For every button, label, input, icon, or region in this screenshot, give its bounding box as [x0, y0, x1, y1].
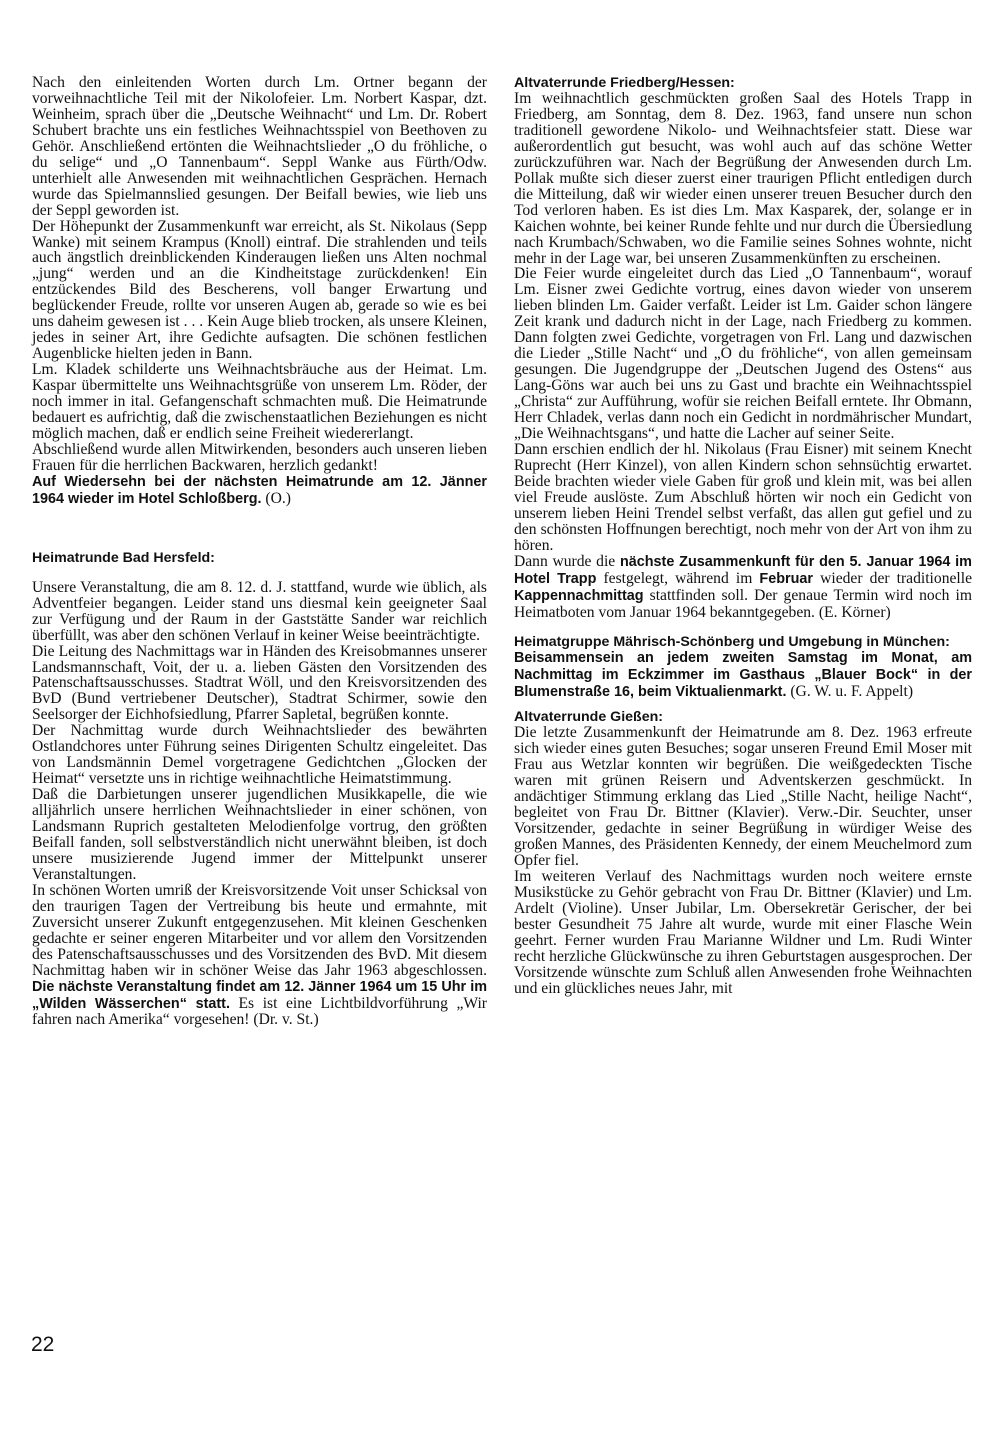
spacer	[32, 566, 487, 580]
section-heading-friedberg: Altvaterrunde Friedberg/Hessen:	[514, 75, 735, 91]
paragraph	[32, 883, 487, 1029]
section-heading-hersfeld: Heimatrunde Bad Hersfeld:	[32, 549, 215, 566]
paragraph-text: In schönen Worten umriß der Kreisvorsitzende Voit unser Schicksal von den traurigen Tagen der Vertreibung bis heute und ermahnte, mit Zuversicht unserer Zukunft entgegenzusehen. Mit kleinen Geschenken gedachte er seiner engeren Mitarbeiter und vor allem den Vorsitzenden des Patenschaftsausschusses und des Vorsitzenden des BvD. Mit diesem Nachmittag haben wir in schöner Weise das Jahr 1963 abgeschlossen.	[32, 881, 487, 979]
paragraph-text: Dann wurde die	[514, 552, 620, 570]
paragraph: Die letzte Zusammenkunft der Heimatrunde am 8. Dez. 1963 erfreute sich wieder eines guten Besuches; sogar unseren Freund Emil Moser mit Frau aus Wetzlar konnten wir begrüßen. Die weißgedeckten Tische waren mit grünen Reisern und Adventskerzen geschmückt. In andächtiger Stimmung erklang das Lied „Stille Nacht, heilige Nacht“, begleitet von Frau Dr. Bittner (Klavier). Verw.-Dir. Seuchter, unser Vorsitzender, gedachte in seiner Begrüßung in würdiger Weise des großen Mannes, des Präsidenten Kennedy, der einem Meuchelmord zum Opfer fiel.	[514, 724, 972, 869]
announcement-bold: Die nächste Veranstaltung findet am 12. Jänner 1964 um 15 Uhr im „Wilden Wässerchen“ statt.	[32, 978, 487, 1012]
spacer	[514, 620, 972, 634]
announcement-bold: Beisammensein an jedem zweiten Samstag im Monat, am Nachmittag im Eckzimmer im Gasthaus „Blauer Bock“ in der Blumenstraße 16, beim Viktualienmarkt.	[514, 650, 972, 701]
announcement-paragraph	[514, 650, 972, 701]
paragraph: Nach den einleitenden Worten durch Lm. Ortner begann der vorweihnachtliche Teil mit der Nikolofeier. Lm. Norbert Kaspar, dzt. Weinheim, sprach über die „Deutsche Weihnacht“ und Lm. Dr. Robert Schubert brachte uns ein festliches Weihnachtsspiel von Beethoven zu Gehör. Anschließend ertönten die Weihnachtslieder „O du fröhliche, o du selige“ und „O Tannenbaum“. Seppl Wanke aus Fürth/Odw. unterhielt alle Anwesenden mit weihnachtlichen Gesprächen. Hernach wurde das Spielmannslied gesungen. Der Beifall bewies, wie lieb uns der Seppl geworden ist.	[32, 74, 487, 219]
announcement-bold: Februar	[759, 570, 814, 587]
paragraph: Im weihnachtlich geschmückten großen Saal des Hotels Trapp in Friedberg, am Sonntag, dem 8. Dez. 1963, fand unsere nun schon traditionell gewordene Nikolo- und Weihnachtsfeier statt. Diese war außerordentlich gut besucht, was wohl auch auf das schöne Wetter zurückzuführen war. Nach der Begrüßung der Anwesenden durch Lm. Pollak mußte sich dieser zuerst einer traurigen Pflicht entledigen durch die Mitteilung, daß wir wieder einen unserer treuen Besucher durch den Tod verloren haben. Es ist dies Lm. Max Kasparek, der, solange er in Kaichen wohnte, bei keiner Runde fehlte und nur durch die Übersiedlung nach Krumbach/Schwaben, wo die Familie seines Sohnes wohnte, nicht mehr in der Lage war, bei unseren Zusammenkünften zu erscheinen.	[514, 90, 972, 267]
section-heading-muenchen: Heimatgruppe Mährisch-Schönberg und Umgebung in München:	[514, 634, 950, 651]
paragraph-text: stattfinden soll. Der genaue Termin wird noch im Heimatboten vom Januar 1964 bekanntgegeben. (E. Körner)	[514, 586, 972, 621]
paragraph: Der Nachmittag wurde durch Weihnachtslieder des bewährten Ostlandchores unter Führung seines Dirigenten Schultz eingeleitet. Das von Landsmännin Demel vorgetragene Gedichtchen „Glocken der Heimat“ versetzte uns in richtige weihnachtliche Heimatstimmung.	[32, 722, 487, 788]
paragraph: Die Leitung des Nachmittags war in Händen des Kreisobmannes unserer Landsmannschaft, Voit, der u. a. lieben Gästen den Vorsitzenden des Patenschaftsausschusses. Stadtrat Wöll, und den Kreisvorsitzenden des BvD (Bund vertriebener Deutscher), Stadtrat Schirmer, sowie den Seelsorger der Eichhofsiedlung, Pfarrer Sapletal, begrüßen konnte.	[32, 642, 487, 724]
paragraph: Lm. Kladek schilderte uns Weihnachtsbräuche aus der Heimat. Lm. Kaspar übermittelte uns Weihnachtsgrüße von unserem Lm. Röder, der noch immer in ital. Gefangenschaft schmachten muß. Die Heimatrunde bedauert es aufrichtig, daß die zwischenstaatlichen Beziehungen es nicht möglich machen, daß er endlich seine Freiheit wiedererlangt.	[32, 361, 487, 442]
right-column	[514, 75, 972, 997]
paragraph-text: wieder der traditionelle	[813, 569, 972, 587]
paragraph: Die Feier wurde eingeleitet durch das Lied „O Tannenbaum“, worauf Lm. Eisner zwei Gedichte vortrug, eines davon wieder von unserem lieben blinden Lm. Gaider verfaßt. Leider ist Lm. Gaider schon längere Zeit krank und dadurch nicht in der Lage, nach Friedberg zu kommen. Dann folgten zwei Gedichte, vorgetragen von Frl. Lang und dazwischen die Lieder „Stille Nacht“ und „O du fröhliche“, von allen gemeinsam gesungen. Die Jugendgruppe der „Deutschen Jugend des Ostens“ aus Lang-Göns war auch bei uns zu Gast und brachte ein Weihnachtsspiel „Christa“ zur Aufführung, wofür sie reichen Beifall erntete. Ihr Obmann, Herr Chladek, verlas dann noch ein Gedicht in nordmährischer Mundart, „Die Weihnachtsgans“, und hatte die Lacher auf seiner Seite.	[514, 265, 972, 443]
paragraph-tail: Es ist eine Lichtbildvorführung „Wir fahren nach Amerika“ vorgesehen! (Dr. v. St.)	[32, 994, 488, 1029]
paragraph-tail: (O.)	[261, 489, 291, 507]
paragraph: Abschließend wurde allen Mitwirkenden, besonders auch unseren lieben Frauen für die herrlichen Backwaren, herzlich gedankt!	[32, 440, 487, 474]
left-column	[32, 75, 487, 1028]
spacer	[32, 508, 487, 550]
paragraph: Dann erschien endlich der hl. Nikolaus (Frau Eisner) mit seinem Knecht Ruprecht (Herr Kinzel), von allen Kindern schon sehnsüchtig erwartet. Beide brachten wieder viele Gaben für groß und klein mit, was bei allen viel Freude auslöste. Zum Abschluß hörten wir noch ein Gedicht von unserem lieben Heini Trendel selbst verfaßt, das allen gut gefiel und zu den schönsten Hoffnungen berechtigt, noch mehr von der Art von ihm zu hören.	[514, 440, 972, 554]
paragraph: Unsere Veranstaltung, die am 8. 12. d. J. stattfand, wurde wie üblich, als Adventfeier begangen. Leider stand uns diesmal kein geeigneter Saal zur Verfügung und der Raum in der Gaststätte Sander war reichlich überfüllt, was aber den schönen Verlauf in keiner Weise beeinträchtigte.	[32, 578, 487, 644]
announcement-paragraph	[514, 554, 972, 621]
paragraph-tail: (G. W. u. F. Appelt)	[786, 683, 914, 701]
spacer	[514, 701, 972, 709]
section-heading-giessen: Altvaterrunde Gießen:	[514, 709, 663, 726]
paragraph-text: festgelegt, während im	[596, 569, 760, 587]
announcement-bold: Auf Wiedersehn bei der nächsten Heimatrunde am 12. Jänner 1964 wieder im Hotel Schloßberg.	[32, 473, 487, 507]
announcement-bold: nächste Zusammenkunft für den 5. Januar 1964 im Hotel Trapp	[514, 553, 972, 587]
announcement-paragraph	[32, 474, 487, 508]
page-number: 22	[31, 1333, 55, 1356]
announcement-bold: Kappennachmittag	[514, 587, 644, 604]
paragraph: Daß die Darbietungen unserer jugendlichen Musikkapelle, die wie alljährlich unsere herrlichen Weihnachtslieder in einer schönen, von Landsmann Ruprich gestalteten Melodienfolge vortrug, den größten Beifall fanden, soll selbstverständlich nicht unerwähnt bleiben, ist doch unsere musizierende Jugend immer der Mittelpunkt unserer Veranstaltungen.	[32, 786, 487, 883]
paragraph: Der Höhepunkt der Zusammenkunft war erreicht, als St. Nikolaus (Sepp Wanke) mit seinem Krampus (Knoll) eintraf. Die strahlenden und teils auch ängstlich dreinblickenden Kinderaugen ließen uns Alten nochmal „jung“ werden und an die Kindheitstage zurückdenken! Ein entzückendes Bild des Bescherens, voll banger Erwartung und beglückender Freude, rollte vor unseren Augen ab, gerade so wie es bei uns daheim gewesen ist . . . Kein Auge blieb trocken, als unsere Kleinen, jedes in seiner Art, ihre Gedichte aufsagten. Die schönen festlichen Augenblicke hielten jeden in Bann.	[32, 217, 487, 363]
paragraph: Im weiteren Verlauf des Nachmittags wurden noch weitere ernste Musikstücke zu Gehör gebracht von Frau Dr. Bittner (Klavier) und Lm. Ardelt (Violine). Unser Jubilar, Lm. Obersekretär Gerischer, der bei bester Gesundheit 75 Jahre alt wurde, wurde mit einer Flasche Wein geehrt. Ferner wurden Frau Marianne Wildner und Lm. Rudi Winter recht herzliche Glückwünsche zu ihren Geburtstagen ausgesprochen. Der Vorsitzende wünschte zum Schluß allen Anwesenden frohe Weihnachten und ein glückliches neues Jahr, mit	[514, 867, 972, 997]
